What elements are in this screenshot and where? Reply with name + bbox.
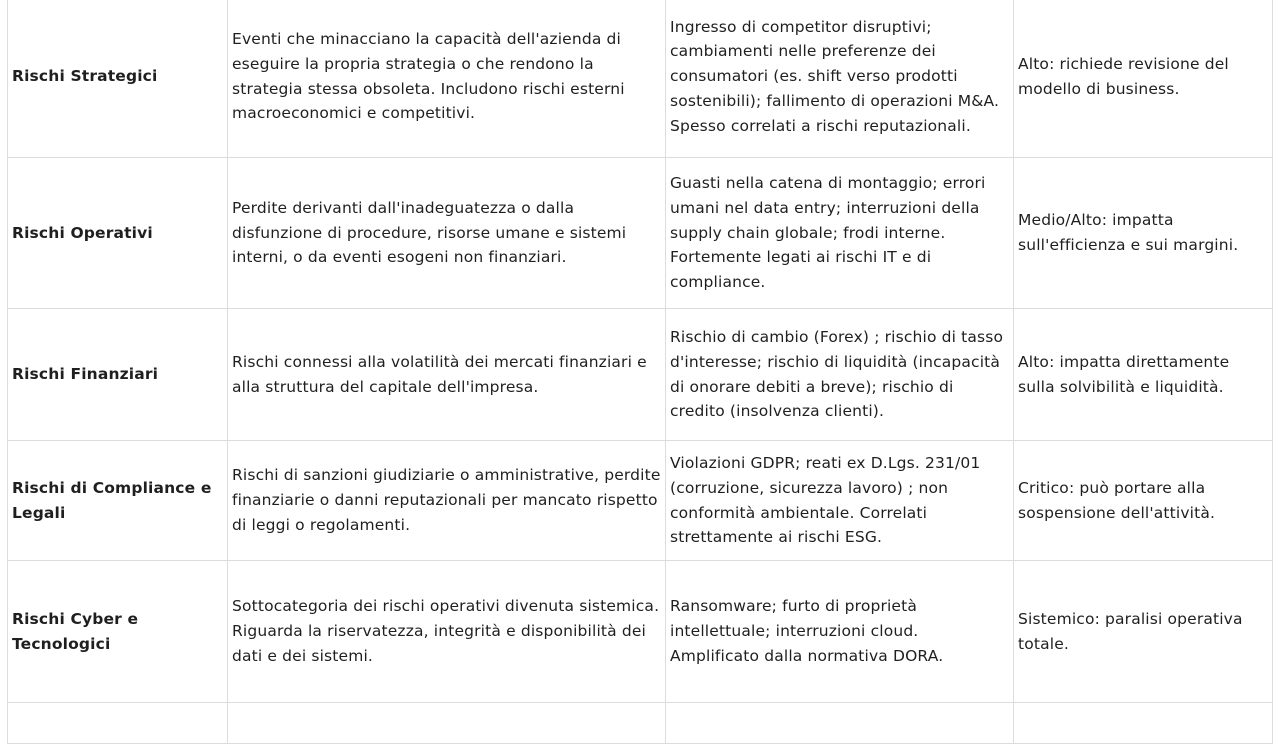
empty-cell — [1014, 703, 1273, 744]
risk-impact-cell — [1014, 158, 1273, 309]
table-row — [8, 309, 1273, 441]
risk-impact: Critico: può portare alla sospensione dell'attività. — [1018, 478, 1216, 522]
risk-description-cell — [228, 441, 666, 561]
risk-impact-cell — [1014, 561, 1273, 703]
risk-impact-cell — [1014, 0, 1273, 158]
risk-description: Eventi che minacciano la capacità dell'azienda di eseguire la propria strategia o che rendono la strategia stessa obsoleta. Includono rischi esterni macroeconomici e competitivi. — [232, 29, 625, 123]
table-row — [8, 561, 1273, 703]
risk-category: Rischi di Compliance e Legali — [12, 478, 212, 522]
risk-description-cell — [228, 158, 666, 309]
risk-impact: Sistemico: paralisi operativa totale. — [1018, 609, 1243, 653]
risk-examples-cell — [666, 561, 1014, 703]
risk-examples-cell — [666, 309, 1014, 441]
risk-description: Rischi connessi alla volatilità dei mercati finanziari e alla struttura del capitale dell'impresa. — [232, 352, 647, 396]
risk-impact-cell — [1014, 441, 1273, 561]
risk-category-cell — [8, 158, 228, 309]
empty-cell — [228, 703, 666, 744]
empty-cell — [666, 703, 1014, 744]
risk-impact: Alto: richiede revisione del modello di business. — [1018, 54, 1229, 98]
risk-examples: Ingresso di competitor disruptivi; cambiamenti nelle preferenze dei consumatori (es. shift verso prodotti sostenibili); fallimento di operazioni M&A. Spesso correlati a rischi reputazionali. — [670, 17, 1000, 135]
risk-category-cell — [8, 441, 228, 561]
risk-examples: Rischio di cambio (Forex) ; rischio di tasso d'interesse; rischio di liquidità (incapacità di onorare debiti a breve); rischio di credito (insolvenza clienti). — [670, 327, 1004, 421]
table-row — [8, 0, 1273, 158]
risk-impact: Alto: impatta direttamente sulla solvibilità e liquidità. — [1018, 352, 1230, 396]
risk-category-cell — [8, 561, 228, 703]
table-row-partial — [8, 703, 1273, 744]
risk-category: Rischi Finanziari — [12, 365, 159, 384]
risk-examples-cell — [666, 441, 1014, 561]
risk-examples: Guasti nella catena di montaggio; errori umani nel data entry; interruzioni della supply chain globale; frodi interne. Fortemente legati ai rischi IT e di compliance. — [670, 174, 986, 292]
risk-examples: Violazioni GDPR; reati ex D.Lgs. 231/01 (corruzione, sicurezza lavoro) ; non conformità ambientale. Correlati strettamente ai rischi ESG. — [670, 453, 981, 547]
risk-examples-cell — [666, 0, 1014, 158]
risk-category: Rischi Strategici — [12, 67, 158, 86]
risk-description-cell — [228, 0, 666, 158]
risk-category-cell — [8, 0, 228, 158]
risk-description: Sottocategoria dei rischi operativi divenuta sistemica. Riguarda la riservatezza, integrità e disponibilità dei dati e dei sistemi. — [232, 597, 660, 665]
risk-table — [7, 0, 1273, 744]
risk-category: Rischi Operativi — [12, 223, 153, 242]
risk-category: Rischi Cyber e Tecnologici — [12, 609, 139, 653]
risk-description: Perdite derivanti dall'inadeguatezza o dalla disfunzione di procedure, risorse umane e sistemi interni, o da eventi esogeni non finanziari. — [232, 198, 627, 267]
risk-impact-cell — [1014, 309, 1273, 441]
empty-cell — [8, 703, 228, 744]
risk-impact: Medio/Alto: impatta sull'efficienza e sui margini. — [1018, 211, 1239, 254]
risk-examples: Ransomware; furto di proprietà intellettuale; interruzioni cloud. Amplificato dalla normativa DORA. — [670, 597, 944, 665]
risk-description-cell — [228, 309, 666, 441]
risk-description-cell — [228, 561, 666, 703]
risk-description: Rischi di sanzioni giudiziarie o amministrative, perdite finanziarie o danni reputazionali per mancato rispetto di leggi o regolamenti. — [232, 466, 661, 534]
risk-category-cell — [8, 309, 228, 441]
risk-examples-cell — [666, 158, 1014, 309]
table-row — [8, 158, 1273, 309]
table-row — [8, 441, 1273, 561]
